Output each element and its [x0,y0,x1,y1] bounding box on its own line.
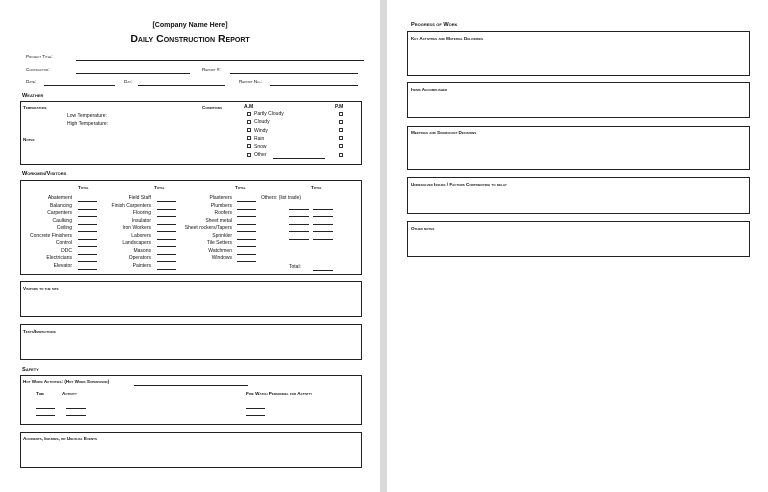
trade-label: Masons [133,247,151,254]
weather-option-label: Rain [254,135,265,142]
trade-label: Sheet metal [205,217,232,224]
contractor-label: Contractor: [26,67,50,72]
other-trade-total-field[interactable] [313,231,333,232]
others-label: Others: (list trade) [261,195,302,201]
trade-label: Finish Carpenters [111,202,151,209]
total-col2: Total [154,185,165,190]
project-title-field[interactable] [76,60,364,61]
trade-label: Flooring [132,210,151,216]
report-hash-label: Report #: [202,67,221,72]
other-trade-total-field[interactable] [313,216,333,217]
items-accomplished-box[interactable] [407,82,750,118]
report-page-2 [387,0,768,492]
weather-option-label: Windy [254,127,268,134]
items-accomplished-label: Items Accomplished [411,87,448,92]
weather-option-partly-cloudy [247,112,284,117]
am-checkbox[interactable] [247,153,251,157]
trade-total-field[interactable] [78,254,97,255]
time-field-1[interactable] [36,408,55,409]
trade-label: Abatement [47,195,72,201]
trade-total-field[interactable] [237,239,256,240]
trade-label: Plumbers [210,202,232,209]
total-col3: Total [235,185,246,190]
company-name: [Company Name Here] [152,22,228,29]
weather-option-snow [247,144,267,149]
other-trade-total-field[interactable] [313,239,333,240]
other-trade-field[interactable] [289,216,309,217]
trade-total-field[interactable] [237,224,256,225]
project-title-label: Project Title: [26,54,53,59]
date-field[interactable] [44,85,115,86]
weather-option-rain [247,136,264,141]
unresolved-issues-label: Unresolved Issues / Factors Contributing to delay [411,182,507,187]
trade-label: Electricians [46,255,72,261]
report-title: Daily Construction Report [130,33,250,45]
weather-option-windy [247,128,268,133]
trade-total-field[interactable] [78,201,97,202]
high-temp-label: High Temperature: [67,121,109,127]
trade-total-field[interactable] [237,216,256,217]
visitors-label: Visitors to the site [23,286,59,291]
pm-checkbox[interactable] [339,112,343,116]
safety-heading: Safety [22,367,39,373]
trade-total-field[interactable] [78,224,97,225]
trade-total-field[interactable] [157,246,176,247]
trade-total-field[interactable] [157,216,176,217]
weather-option-label: Other [254,151,267,158]
low-temp-label: Low Temperature: [67,113,107,119]
trade-label: Field Staff [128,195,151,201]
trade-label: Elevator [53,262,72,269]
hot-work-label: Hot Work Activities: (Hot Work Supervisor) [23,379,110,384]
hot-work-supervisor-field[interactable] [134,385,248,386]
other-trade-field[interactable] [289,224,309,225]
am-checkbox[interactable] [247,144,251,148]
am-checkbox[interactable] [247,136,251,140]
trade-total-field[interactable] [78,216,97,217]
tests-label: Tests/Inspections [23,329,56,334]
trade-total-field[interactable] [157,269,176,270]
other-notes-label: Other notes [411,226,435,231]
am-checkbox[interactable] [247,120,251,124]
trade-label: Sprinkler [212,232,232,239]
trade-total-field[interactable] [78,261,97,262]
trade-label: Ceiling [56,225,72,231]
trade-label: Control [55,240,72,246]
day-field[interactable] [138,85,225,86]
weather-option-label: Partly Cloudy [254,111,284,118]
weather-option-other [247,153,267,158]
pm-checkbox[interactable] [339,136,343,140]
other-notes-box[interactable] [407,221,750,257]
fire-watch-label: Fire Watch Personnel for Activity [246,391,313,396]
trade-label: Plasterers [209,195,232,201]
trade-label: Roofers [214,210,232,216]
other-trade-total-field[interactable] [313,209,333,210]
meetings-label: Meetings and Significant Decisions [411,130,477,135]
pm-checkbox[interactable] [339,120,343,124]
workmen-total-field[interactable] [313,270,333,271]
trade-label: Painters [132,262,151,269]
trade-total-field[interactable] [237,201,256,202]
trade-total-field[interactable] [78,209,97,210]
trade-total-field[interactable] [157,239,176,240]
workmen-heading: Workmen/Visitors [22,171,67,177]
trade-label: Windows [211,255,232,261]
trade-label: Tile Setters [206,240,232,246]
temperature-label: Temperature [23,105,47,110]
key-activities-label: Key Activities and Material Deliveries [411,36,483,41]
trade-total-field[interactable] [78,246,97,247]
report-hash-field[interactable] [230,73,358,74]
trade-total-field[interactable] [157,231,176,232]
trade-total-field[interactable] [78,239,97,240]
trade-total-field[interactable] [157,254,176,255]
trade-total-field[interactable] [157,261,176,262]
weather-option-label: Cloudy [254,119,270,126]
weather-heading: Weather [22,93,44,99]
trade-label: Watchmen [208,247,232,254]
trade-total-field[interactable] [78,269,97,270]
activity-field-2[interactable] [66,415,86,416]
pm-label: P.M [335,104,344,110]
weather-option-cloudy [247,120,270,125]
report-no-field[interactable] [270,85,358,86]
trade-total-field[interactable] [157,201,176,202]
day-label: Day: [124,79,133,84]
accidents-label: Accidents, Injuries, or Unusual Events [23,436,97,441]
contractor-field[interactable] [76,73,190,74]
other-trade-field[interactable] [289,231,309,232]
trade-total-field[interactable] [237,254,256,255]
weather-box [20,101,362,165]
trade-total-field[interactable] [157,209,176,210]
notes-label: Notes [23,137,35,142]
trade-label: Concrete Finishers [30,232,72,239]
trade-label: Sheet rockers/Tapers [184,225,232,231]
trade-label: Carpenters [47,210,72,216]
conditions-label: Conditions [202,105,222,110]
workmen-total-label: Total: [289,264,301,270]
trade-label: Iron Workers [122,225,151,231]
fire-watch-field-1[interactable] [246,408,265,409]
time-field-2[interactable] [36,415,55,416]
other-weather-field[interactable] [273,158,325,159]
other-trade-field[interactable] [289,239,309,240]
pm-checkbox[interactable] [339,153,343,157]
progress-heading: Progress of Work [411,22,458,28]
report-no-label: Report No.: [239,79,263,84]
trade-total-field[interactable] [237,261,256,262]
tests-box[interactable] [20,324,362,360]
pm-checkbox[interactable] [339,144,343,148]
visitors-box[interactable] [20,281,362,317]
activity-label: Activity [62,391,77,396]
date-label: Date: [26,79,37,84]
trade-label: DDC [61,247,72,254]
trade-label: Landscapers [122,240,151,246]
trade-total-field[interactable] [237,231,256,232]
pm-checkbox[interactable] [339,128,343,132]
trade-total-field[interactable] [237,246,256,247]
trade-total-field[interactable] [157,224,176,225]
am-checkbox[interactable] [247,128,251,132]
other-trade-total-field[interactable] [313,224,333,225]
trade-label: Operators [128,255,151,261]
total-col4: Total [311,185,322,190]
trade-label: Insulator [131,217,151,224]
fire-watch-field-2[interactable] [246,415,265,416]
am-label: A.M [244,104,254,110]
total-col1: Total [78,185,89,190]
am-checkbox[interactable] [247,112,251,116]
activity-field-1[interactable] [66,408,86,409]
trade-total-field[interactable] [78,231,97,232]
weather-option-label: Snow [254,143,267,150]
trade-label: Laborers [131,232,151,239]
trade-label: Caulking [52,217,72,224]
report-page-1 [0,0,380,492]
other-trade-field[interactable] [289,209,309,210]
time-label: Time [36,391,45,396]
trade-label: Balancing [50,202,72,209]
trade-total-field[interactable] [237,209,256,210]
